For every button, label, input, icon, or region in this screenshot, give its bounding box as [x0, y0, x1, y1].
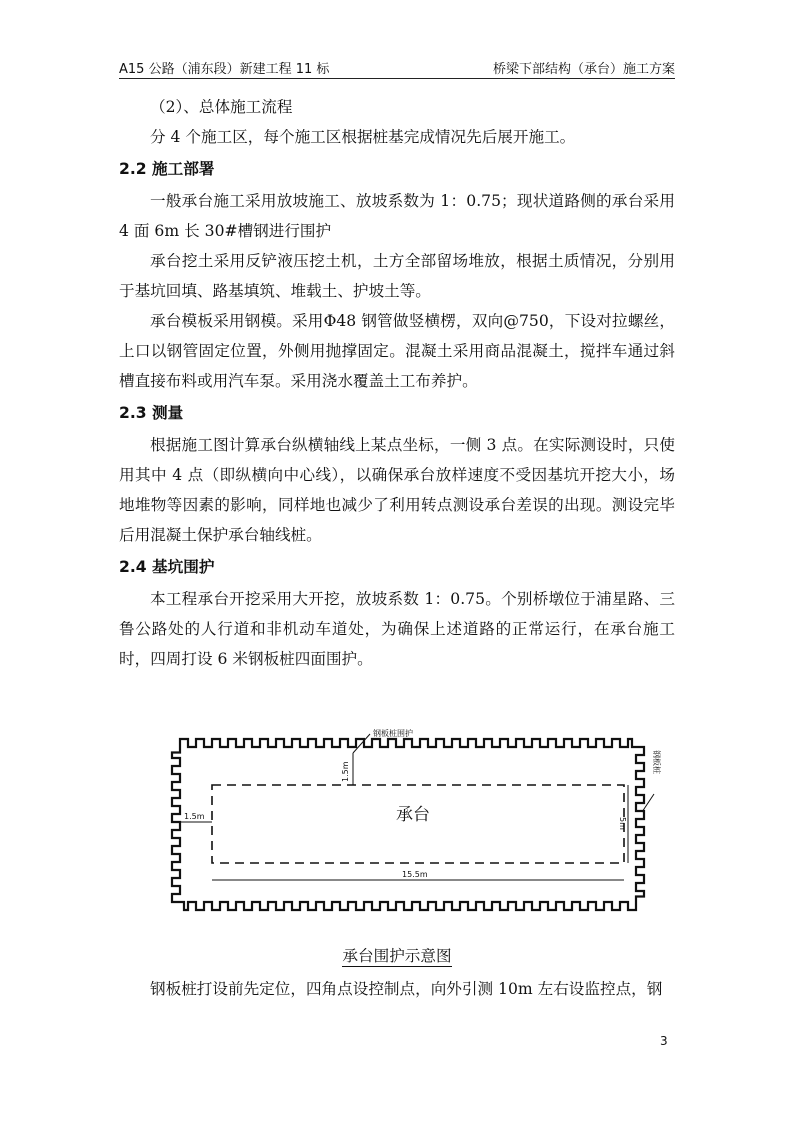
left-dim-label: 1.5m — [184, 812, 205, 821]
pile-cap-label: 承台 — [396, 805, 430, 825]
paragraph-slope: 一般承台施工采用放坡施工、放坡系数为 1：0.75；现状道路侧的承台采用 4 面 6m 长 30#槽钢进行围护 — [119, 192, 675, 240]
right-dim-label: 5m — [618, 817, 627, 830]
paragraph-flow-title: （2）、总体施工流程 — [150, 98, 293, 116]
cofferdam-diagram — [170, 722, 670, 922]
top-callout-label: 钢板桩围护 — [373, 729, 413, 738]
paragraph-pit-support: 本工程承台开挖采用大开挖，放坡系数 1：0.75。个别桥墩位于浦星路、三鲁公路处的人行道和非机动车道处，为确保上述道路的正常运行，在承台施工时，四周打设 6 米钢板桩四面围护。 — [119, 590, 675, 668]
figure-caption-text: 承台围护示意图 — [342, 947, 452, 965]
bottom-dim-label: 15.5m — [402, 870, 428, 879]
paragraph-sheet-pile-positioning-text: 钢板桩打设前先定位，四角点设控制点，向外引测 10m 左右设监控点，钢 — [150, 980, 663, 998]
body-content — [119, 92, 675, 674]
paragraph-work-zones: 分 4 个施工区，每个施工区根据桩基完成情况先后展开施工。 — [150, 128, 576, 146]
paragraph-formwork: 承台模板采用钢模。采用Φ48 钢管做竖横楞，双向@750，下设对拉螺丝，上口以钢管固定位置，外侧用抛撑固定。混凝土采用商品混凝土，搅拌车通过斜槽直接布料或用汽车泵。采用浇水覆盖土工布养护。 — [119, 312, 675, 390]
header-project-title: A15 公路（浦东段）新建工程 11 标 — [119, 62, 330, 77]
right-callout-label: 钢板桩 — [652, 750, 661, 774]
page-header — [119, 54, 675, 79]
paragraph-excavation: 承台挖土采用反铲液压挖土机，土方全部留场堆放，根据土质情况，分别用于基坑回填、路基填筑、堆载土、护坡土等。 — [119, 252, 675, 300]
heading-2-3: 2.3 测量 — [119, 404, 184, 422]
top-dim-label: 1.5m — [341, 761, 350, 782]
paragraph-survey: 根据施工图计算承台纵横轴线上某点坐标，一侧 3 点。在实际测设时，只使用其中 4 点（即纵横向中心线），以确保承台放样速度不受因基坑开挖大小，场地堆物等因素的影响，同样地也减少了利用转点测设承台差误的出现。测设完毕后用混凝土保护承台轴线桩。 — [119, 436, 675, 544]
header-section-title: 桥梁下部结构（承台）施工方案 — [492, 62, 675, 77]
heading-2-4: 2.4 基坑围护 — [119, 558, 215, 576]
figure-caption — [0, 944, 794, 968]
page-number: 3 — [660, 1034, 668, 1048]
paragraph-sheet-pile-positioning — [119, 974, 675, 1004]
heading-2-2: 2.2 施工部署 — [119, 160, 215, 178]
cofferdam-diagram-svg — [170, 722, 670, 922]
